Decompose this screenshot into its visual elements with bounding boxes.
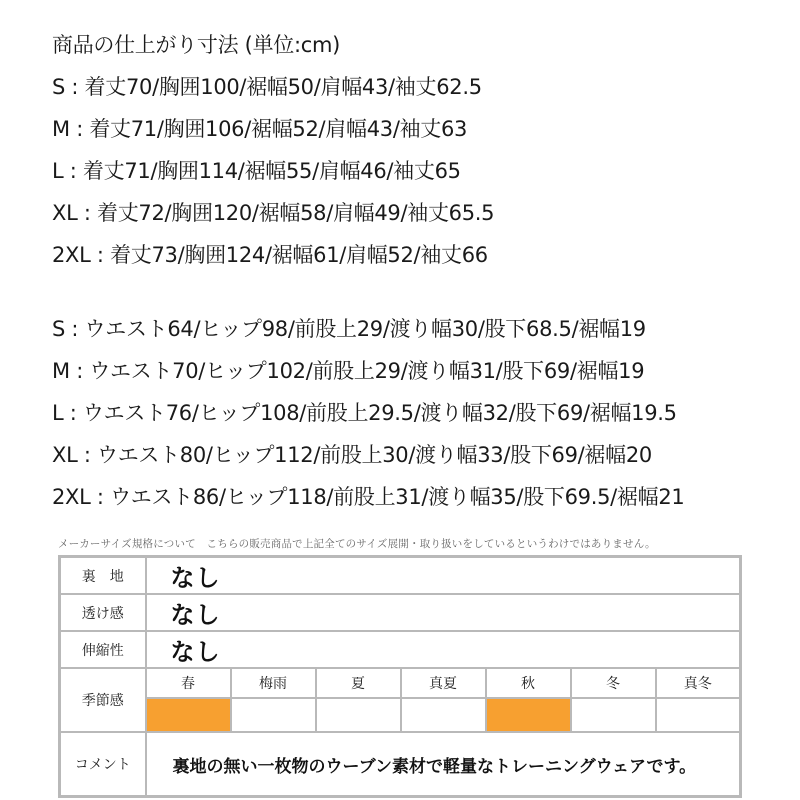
stretch-value: なし	[146, 631, 741, 668]
size-note: メーカーサイズ規格について こちらの販売商品で上記全てのサイズ展開・取り扱いをしているというわけではありません。	[58, 538, 656, 550]
bottoms-size-l: L : ウエスト76/ヒップ108/前股上29.5/渡り幅32/股下69/裾幅19.5	[52, 401, 677, 425]
sheer-row	[60, 594, 741, 631]
tops-size-l: L : 着丈71/胸囲114/裾幅55/肩幅46/袖丈65	[52, 159, 461, 183]
bottoms-size-m: M : ウエスト70/ヒップ102/前股上29/渡り幅31/股下69/裾幅19	[52, 359, 645, 383]
season-mark-winter	[571, 698, 656, 732]
season-mark-rainy	[231, 698, 316, 732]
size-block	[52, 24, 792, 518]
season-name-spring: 春	[146, 668, 231, 698]
season-name-rainy: 梅雨	[231, 668, 316, 698]
bottoms-size-2xl: 2XL : ウエスト86/ヒップ118/前股上31/渡り幅35/股下69.5/裾幅21	[52, 485, 685, 509]
season-name-midsummer: 真夏	[401, 668, 486, 698]
tops-size-2xl: 2XL : 着丈73/胸囲124/裾幅61/肩幅52/袖丈66	[52, 243, 488, 267]
season-mark-spring	[146, 698, 231, 732]
season-name-winter: 冬	[571, 668, 656, 698]
stretch-row	[60, 631, 741, 668]
section-gap	[52, 276, 792, 308]
season-name-autumn: 秋	[486, 668, 571, 698]
lining-row	[60, 557, 741, 595]
season-name-midwinter: 真冬	[656, 668, 741, 698]
season-mark-midsummer	[401, 698, 486, 732]
tops-size-s: S : 着丈70/胸囲100/裾幅50/肩幅43/袖丈62.5	[52, 75, 482, 99]
sheer-value: なし	[146, 594, 741, 631]
season-mark-summer	[316, 698, 401, 732]
lining-value: なし	[146, 557, 741, 595]
comment-label: コメント	[60, 732, 146, 797]
tops-size-m: M : 着丈71/胸囲106/裾幅52/肩幅43/袖丈63	[52, 117, 468, 141]
season-label: 季節感	[60, 668, 146, 732]
season-mark-midwinter	[656, 698, 741, 732]
comment-row	[60, 732, 741, 797]
sheer-label: 透け感	[60, 594, 146, 631]
bottoms-size-s: S : ウエスト64/ヒップ98/前股上29/渡り幅30/股下68.5/裾幅19	[52, 317, 646, 341]
season-names-row	[60, 668, 741, 698]
bottoms-size-xl: XL : ウエスト80/ヒップ112/前股上30/渡り幅33/股下69/裾幅20	[52, 443, 652, 467]
comment-value: 裏地の無い一枚物のウーブン素材で軽量なトレーニングウェアです。	[146, 732, 741, 797]
stretch-label: 伸縮性	[60, 631, 146, 668]
season-marks-row	[60, 698, 741, 732]
lining-label: 裏 地	[60, 557, 146, 595]
attributes-table	[58, 555, 742, 798]
season-name-summer: 夏	[316, 668, 401, 698]
tops-size-xl: XL : 着丈72/胸囲120/裾幅58/肩幅49/袖丈65.5	[52, 201, 495, 225]
season-mark-autumn	[486, 698, 571, 732]
size-title: 商品の仕上がり寸法 (単位:cm)	[52, 33, 341, 57]
